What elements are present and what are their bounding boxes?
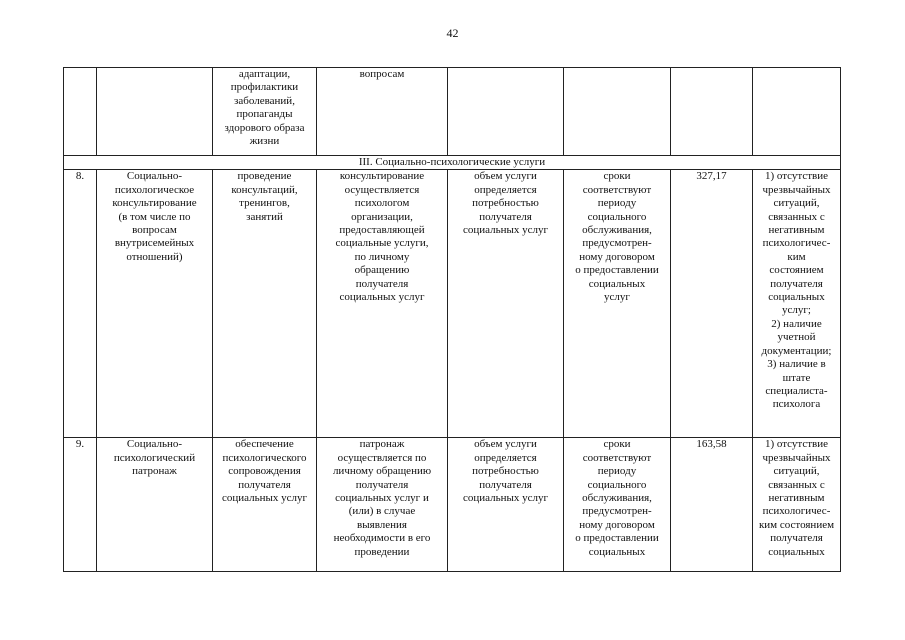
section-row — [64, 156, 841, 170]
cell-line: объем услуги — [474, 170, 537, 183]
cell-line: здорового образа — [224, 121, 305, 134]
cell-line: жизни — [249, 135, 280, 148]
cell-line: получателя — [770, 532, 823, 545]
cell-line: специалиста- — [765, 384, 828, 397]
cell-line: профилактики — [230, 81, 299, 94]
cell-line: социальных — [588, 277, 646, 290]
cell-line: психологический — [113, 451, 196, 464]
cell-cost — [671, 68, 753, 156]
cell-line: социальные услуги, — [335, 237, 429, 250]
cell-line: социальных — [588, 545, 646, 558]
cell-line: по личному — [354, 250, 410, 263]
cell-line: консультирование — [339, 170, 425, 183]
cell-line: определяется — [474, 183, 537, 196]
continued-row — [64, 68, 841, 156]
cell-line: услуг — [604, 291, 630, 304]
cell-line: консультаций, — [231, 183, 298, 196]
cell-line: обслуживания, — [582, 492, 652, 505]
service-row-9 — [64, 438, 841, 572]
cell-line: негативным — [768, 492, 825, 505]
cell-volume — [448, 68, 564, 156]
section-header: III. Социально-психологические услуги — [64, 156, 841, 170]
cell-name — [97, 68, 213, 156]
cell-line: адаптации, — [238, 68, 291, 80]
cell-line: ситуаций, — [773, 465, 820, 478]
cell-line: ким — [787, 250, 806, 263]
cell-line: психологическое — [114, 183, 195, 196]
cell-line: чрезвычайных — [762, 451, 831, 464]
cell-line: вопросам — [359, 68, 405, 80]
cell-line: психологичес- — [762, 237, 831, 250]
service-terms — [564, 170, 671, 438]
cell-line: о предоставлении — [575, 264, 659, 277]
page-number: 42 — [446, 26, 459, 40]
cell-line: получателя — [479, 478, 532, 491]
cell-line: социальных услуг — [339, 291, 425, 304]
cell-line: предусмотрен- — [582, 237, 652, 250]
cell-line: учетной — [777, 331, 816, 344]
cell-line: пропаганды — [236, 108, 293, 121]
cell-line: соответствуют — [582, 183, 652, 196]
cell-line: обеспечение — [235, 438, 294, 451]
cell-line: заболеваний, — [234, 94, 295, 107]
cell-line: ситуаций, — [773, 197, 820, 210]
cell-line: организации, — [351, 210, 413, 223]
service-number: 9. — [64, 438, 97, 572]
cell-line: личному обращению — [332, 465, 432, 478]
service-description — [213, 170, 317, 438]
cell-line: обслуживания, — [582, 224, 652, 237]
service-conditions — [317, 170, 448, 438]
service-name — [97, 170, 213, 438]
cell-line: занятий — [246, 210, 283, 223]
cell-line: (в том числе по — [118, 210, 191, 223]
cell-line: связанных с — [768, 478, 825, 491]
service-cost: 163,58 — [671, 438, 753, 572]
cell-line: осуществляется по — [337, 451, 427, 464]
cell-line: чрезвычайных — [762, 183, 831, 196]
cell-line: получателя — [355, 478, 409, 491]
cell-number — [64, 68, 97, 156]
service-volume — [448, 170, 564, 438]
cell-line: социальных — [768, 545, 825, 558]
cell-line: 2) наличие — [771, 317, 822, 330]
cell-line: ким состоянием — [758, 518, 835, 531]
service-criteria — [753, 438, 841, 572]
cell-line: ному договором — [579, 250, 655, 263]
cell-line: предусмотрен- — [582, 505, 652, 518]
cell-line: социального — [587, 478, 647, 491]
cell-line: необходимости в его — [333, 532, 431, 545]
service-name — [97, 438, 213, 572]
cell-line: негативным — [768, 224, 825, 237]
cell-line: психологического — [222, 451, 307, 464]
cell-line: определяется — [474, 451, 537, 464]
cell-line: документации; — [761, 344, 832, 357]
cell-line: (или) в случае — [348, 505, 416, 518]
cell-line: социального — [587, 210, 647, 223]
cell-line: штате — [782, 371, 811, 384]
cell-line: сроки — [603, 438, 631, 451]
cell-line: психологичес- — [762, 505, 831, 518]
cell-line: ному договором — [579, 518, 655, 531]
cell-line: связанных с — [768, 210, 825, 223]
cell-line: сроки — [603, 170, 631, 183]
service-number: 8. — [64, 170, 97, 438]
cell-line: 1) отсутствие — [764, 170, 829, 183]
cell-line: получателя — [770, 277, 823, 290]
cell-line: социальных — [768, 291, 825, 304]
cell-line: потребностью — [472, 197, 539, 210]
cell-line: проведении — [354, 545, 410, 558]
cell-criteria — [753, 68, 841, 156]
cell-line: осуществляется — [344, 183, 420, 196]
service-conditions — [317, 438, 448, 572]
service-row-8 — [64, 170, 841, 438]
cell-line: психолога — [772, 398, 821, 411]
cell-line: Социально- — [126, 438, 183, 451]
service-volume — [448, 438, 564, 572]
cell-line: соответствуют — [582, 451, 652, 464]
cell-line: сопровождения — [228, 465, 301, 478]
cell-line: обращению — [354, 264, 410, 277]
cell-line: отношений) — [126, 250, 183, 263]
cell-line: потребностью — [472, 465, 539, 478]
services-table — [63, 67, 841, 572]
cell-line: 3) наличие в — [767, 358, 826, 371]
cell-line: консультирование — [112, 197, 197, 210]
service-cost: 327,17 — [671, 170, 753, 438]
cell-line: получателя — [355, 277, 409, 290]
cell-line: объем услуги — [474, 438, 537, 451]
cell-line: социальных услуг и — [335, 492, 429, 505]
service-criteria — [753, 170, 841, 438]
cell-line: периоду — [597, 465, 637, 478]
service-terms — [564, 438, 671, 572]
cell-line: состоянием — [769, 264, 824, 277]
cell-line: психологом — [354, 197, 410, 210]
service-description — [213, 438, 317, 572]
cell-line: услуг; — [782, 304, 811, 317]
cell-line: о предоставлении — [575, 532, 659, 545]
cell-line: внутрисемейных — [114, 237, 195, 250]
cell-line: социальных услуг — [221, 492, 308, 505]
cell-line: патронаж — [132, 465, 177, 478]
cell-line: 1) отсутствие — [764, 438, 829, 451]
cell-description — [213, 68, 317, 156]
cell-line: патронаж — [359, 438, 405, 451]
cell-line: проведение — [237, 170, 292, 183]
cell-line: тренингов, — [239, 197, 290, 210]
cell-line: социальных услуг — [462, 224, 549, 237]
cell-terms — [564, 68, 671, 156]
cell-line: социальных услуг — [462, 492, 549, 505]
cell-conditions — [317, 68, 448, 156]
cell-line: вопросам — [132, 224, 177, 237]
cell-line: выявления — [357, 518, 407, 531]
cell-line: предоставляющей — [339, 224, 425, 237]
cell-line: получателя — [479, 210, 532, 223]
cell-line: Социально- — [126, 170, 183, 183]
cell-line: получателя — [238, 478, 291, 491]
cell-line: периоду — [597, 197, 637, 210]
